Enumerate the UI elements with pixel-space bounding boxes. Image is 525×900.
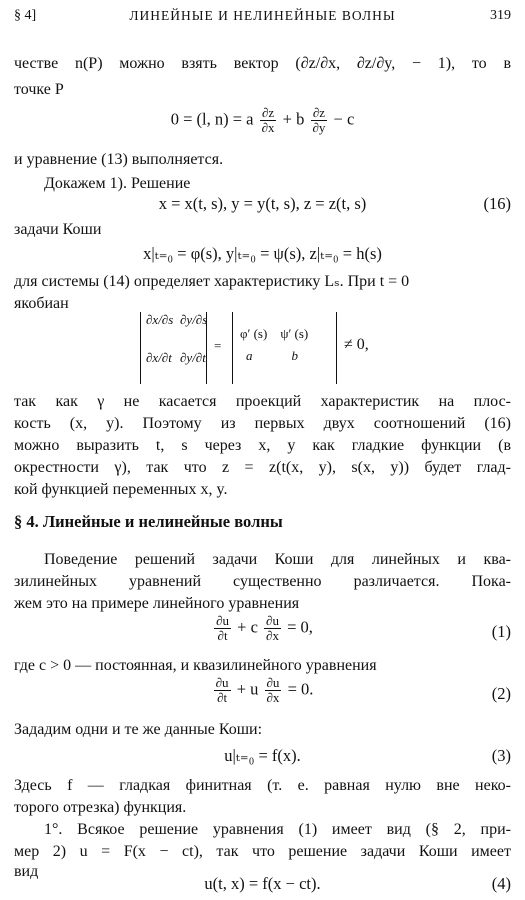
equation-2: $\frac{\partial u}{\partial t}$ + u $\frac{\partial u}{\partial x}$ = 0. (2)	[215, 675, 511, 705]
page-number: 319	[490, 8, 511, 23]
text-line: окрестности γ), так что z = z(t(x, y), s(x, y)) будет глад-	[14, 459, 511, 476]
text-line: где c > 0 — постоянная, и квазилинейного уравнения	[14, 657, 377, 674]
text-line: 1°. Всякое решение уравнения (1) имеет вид (§ 2, при-	[44, 821, 511, 838]
text-line: Докажем 1). Решение	[44, 175, 191, 192]
equation-4: u(t, x) = f(x − ct). (4)	[204, 874, 511, 893]
text-line: честве n(P) можно взять вектор (∂z/∂x, ∂z/∂y, − 1), то в	[14, 55, 511, 72]
text-line: можно выразить t, s через x, y как гладкие функции (в	[14, 437, 511, 454]
text-line: Здесь f — гладкая финитная (т. е. равная нулю вне неко-	[14, 777, 511, 794]
text-line: Зададим одни и те же данные Коши:	[14, 721, 263, 738]
header-section: § 4]	[14, 8, 37, 23]
text-line: жем это на примере линейного уравнения	[14, 595, 300, 612]
text-line: Поведение решений задачи Коши для линейных и ква-	[44, 551, 511, 568]
jacobian: ∂x/∂s ∂y/∂s ∂x/∂t ∂y/∂t = φ′ (s) ψ′ (s) a b ≠ 0,	[136, 312, 396, 386]
text-line: кость (x, y). Поэтому из первых двух соотношений (16)	[14, 415, 511, 432]
equation-1: $\frac{\partial u}{\partial t}$ + c $\frac{\partial u}{\partial x}$ = 0, (1)	[216, 613, 511, 643]
running-header	[14, 8, 511, 28]
text-line: якобиан	[14, 295, 69, 312]
equation-16: x = x(t, s), y = y(t, s), z = z(t, s) (16)	[158, 194, 511, 213]
text-line: точке P	[14, 81, 64, 98]
text-line: мер 2) u = F(x − ct), так что решение задачи Коши имеет	[14, 843, 511, 860]
text-line: зилинейных уравнений существенно различается. Пока-	[14, 573, 511, 590]
header-title: ЛИНЕЙНЫЕ И НЕЛИНЕЙНЫЕ ВОЛНЫ	[129, 8, 396, 23]
text-line: торого отрезка) функция.	[14, 799, 187, 816]
section-heading: § 4. Линейные и нелинейные волны	[14, 512, 283, 531]
text-line: кой функцией переменных x, y.	[14, 481, 228, 498]
text-line: так как γ не касается проекций характеристик на плос-	[14, 393, 511, 410]
equation-3: u|ₜ₌₀ = f(x). (3)	[224, 746, 511, 765]
text-line: и уравнение (13) выполняется.	[14, 151, 224, 168]
text-line: для системы (14) определяет характеристику Lₛ. При t = 0	[14, 273, 410, 290]
equation-cauchy: x|ₜ₌₀ = φ(s), y|ₜ₌₀ = ψ(s), z|ₜ₌₀ = h(s)	[143, 244, 382, 263]
equation-normal: 0 = (l, n) = a $\frac{\partial z}{\partial x}$ + b $\frac{\partial z}{\partial y}$ − c	[170, 105, 355, 135]
text-line: задачи Коши	[14, 221, 102, 238]
text-line: вид	[14, 863, 39, 880]
